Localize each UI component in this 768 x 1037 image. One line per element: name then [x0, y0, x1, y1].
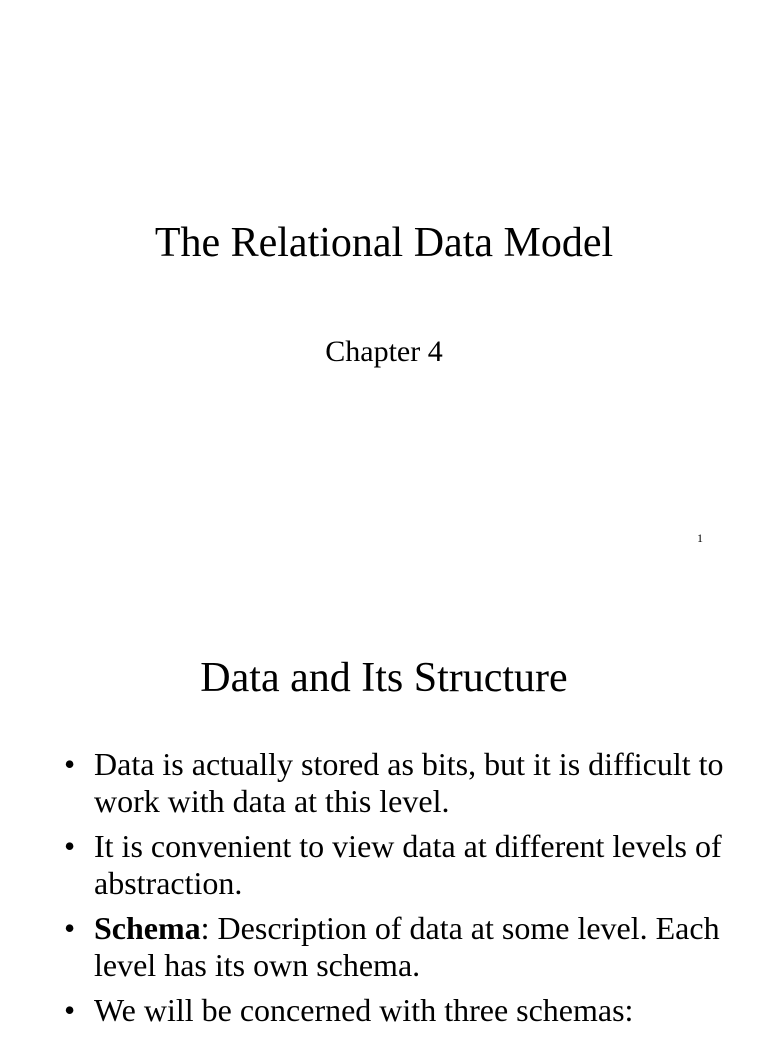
slide-2	[0, 570, 768, 1028]
bullet-item	[60, 828, 740, 902]
slide-subtitle: Chapter 4	[325, 335, 443, 368]
bullet-text: Data is actually stored as bits, but it is difficult to work with data at this level.	[94, 746, 724, 819]
bullet-term: Schema	[94, 910, 201, 946]
slide-title: Data and Its Structure	[200, 655, 568, 701]
bullet-item	[60, 992, 740, 1029]
bullet-list	[60, 746, 740, 1037]
page-number: 1	[697, 531, 703, 545]
bullet-item	[60, 746, 740, 820]
bullet-icon: •	[64, 828, 76, 864]
bullet-icon: •	[64, 992, 76, 1028]
bullet-text: : Description of data at some level. Each level has its own schema.	[94, 910, 720, 983]
bullet-text: We will be concerned with three schemas:	[94, 992, 634, 1028]
bullet-item	[60, 910, 740, 984]
bullet-icon: •	[64, 910, 76, 946]
bullet-icon: •	[64, 746, 76, 782]
slide-title: The Relational Data Model	[154, 220, 614, 266]
bullet-text: It is convenient to view data at different levels of abstraction.	[94, 828, 722, 901]
